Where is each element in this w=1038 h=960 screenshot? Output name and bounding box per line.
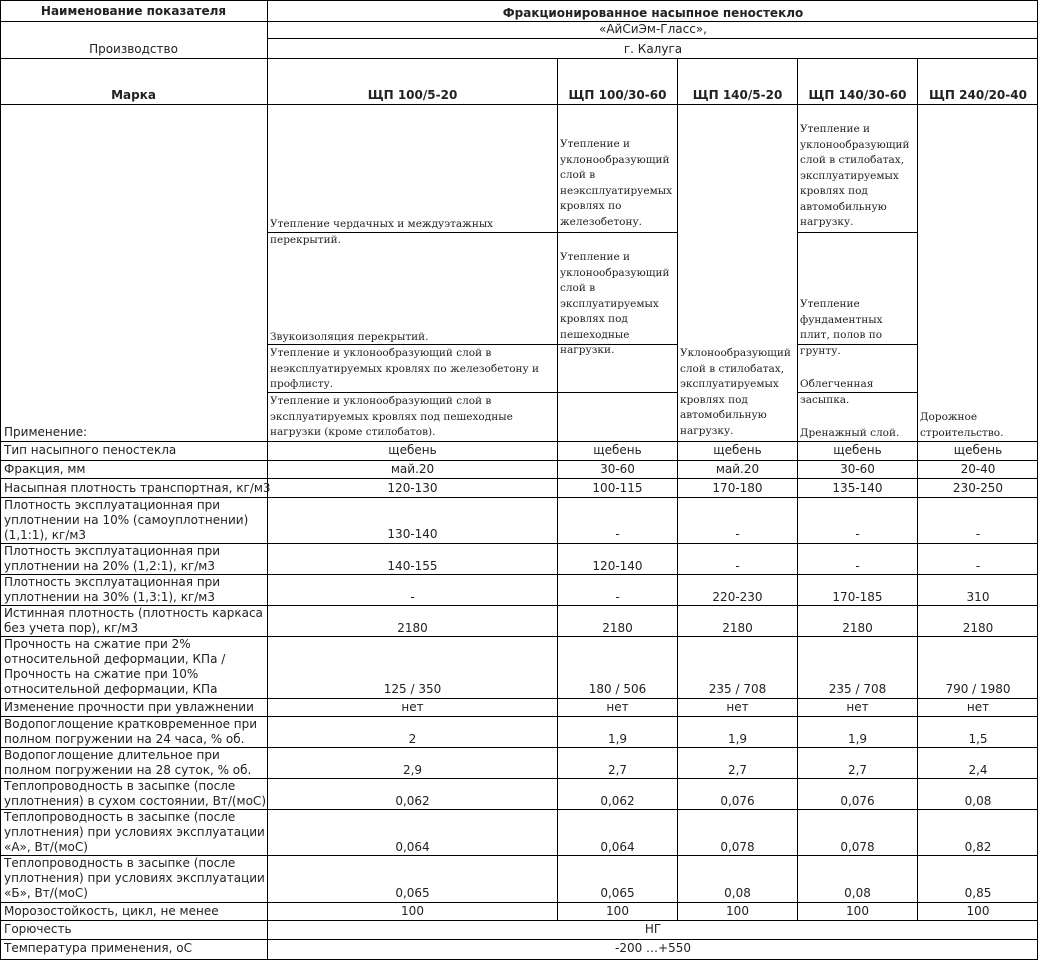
grid-line: [267, 0, 268, 960]
product-title: Фракционированное насыпное пеностекло: [502, 6, 804, 20]
row-value: 100: [966, 904, 990, 918]
row-value: 20-40: [960, 462, 996, 476]
row-label: Плотность эксплуатационная при уплотнении на 30% (1,3:1), кг/м3: [4, 575, 221, 604]
row-value: 230-250: [952, 481, 1004, 495]
grid-line: [268, 38, 1038, 39]
row-value: 2180: [962, 621, 994, 635]
row-value: 310: [966, 590, 990, 604]
grid-line: [0, 698, 1038, 699]
row-value: 100-115: [592, 481, 643, 495]
grid-line: [0, 58, 1038, 59]
grid-line: [0, 460, 1038, 461]
row-value: 100: [846, 904, 869, 918]
row-label: Водопоглощение кратковременное при полном погружении на 24 часа, % об.: [4, 717, 258, 746]
row-value: 0,065: [600, 886, 635, 900]
row-value: 0,85: [964, 886, 992, 900]
row-label: Теплопроводность в засыпке (после уплотнения) при условиях эксплуатации «Б», Вт/(моС): [4, 856, 265, 900]
row-value: -: [410, 590, 415, 604]
row-value: 140-155: [387, 559, 438, 573]
row-value: -: [975, 527, 981, 541]
row-value: -: [615, 527, 620, 541]
temperature-value: -200 …+550: [614, 941, 691, 955]
application-text: Утепление фундаментных плит, полов по грунту.: [800, 298, 883, 357]
combustibility-label: Горючесть: [4, 922, 72, 936]
row-value: 135-140: [832, 481, 883, 495]
temperature-label: Температура применения, оС: [4, 941, 192, 955]
row-value: 2180: [602, 621, 633, 635]
row-label: Фракция, мм: [4, 462, 86, 476]
row-value: 0,065: [395, 886, 430, 900]
row-value: щебень: [388, 443, 437, 457]
row-value: 220-230: [712, 590, 763, 604]
grid-line: [0, 939, 1038, 940]
application-text: Утепление и уклонообразующий слой в неэксплуатируемых кровлях по железобетону.: [560, 138, 673, 228]
row-label: Изменение прочности при увлажнении: [4, 700, 254, 714]
application-text: Утепление и уклонообразующий слой в эксплуатируемых кровлях под пешеходные нагрузки (кроме стилобатов).: [270, 395, 513, 438]
production-label: Производство: [89, 42, 178, 56]
application-text: Звукоизоляция перекрытий.: [270, 331, 429, 343]
row-value: 180 / 506: [588, 682, 647, 696]
row-value: 1,9: [607, 732, 628, 746]
row-label: Истинная плотность (плотность каркаса без учета пор), кг/м3: [4, 606, 263, 635]
row-value: май.20: [715, 462, 760, 476]
row-value: 100: [606, 904, 629, 918]
row-value: щебень: [713, 443, 762, 457]
row-value: 120-130: [387, 481, 438, 495]
row-label: Прочность на сжатие при 2% относительной деформации, КПа /Прочность на сжатие при 10% относительной деформации, КПа: [4, 637, 226, 696]
row-value: -: [735, 559, 740, 573]
row-value: 0,08: [724, 886, 751, 900]
application-label: Применение:: [4, 425, 88, 439]
row-value: щебень: [593, 443, 642, 457]
application-text: Утепление чердачных и междуэтажных перекрытий.: [270, 218, 494, 246]
row-label: Насыпная плотность транспортная, кг/м3: [4, 481, 271, 495]
row-label: Водопоглощение длительное при полном погружении на 28 суток, % об.: [4, 748, 252, 777]
manufacturer: «АйСиЭм-Гласс»,: [599, 22, 707, 36]
application-text: Дорожное строительство.: [920, 411, 1004, 439]
row-value: 0,078: [720, 840, 755, 854]
row-value: -: [855, 559, 860, 573]
row-label: Теплопроводность в засыпке (после уплотнения) в сухом состоянии, Вт/(моС): [4, 779, 266, 808]
row-label: Плотность эксплуатационная при уплотнении на 20% (1,2:1), кг/м3: [4, 544, 221, 573]
row-value: нет: [606, 700, 629, 714]
brand-header-5: ЩП 240/20-40: [929, 88, 1027, 102]
row-value: 0,82: [964, 840, 992, 854]
row-value: 30-60: [840, 462, 875, 476]
row-value: 0,08: [964, 794, 992, 808]
row-value: 1,9: [727, 732, 748, 746]
row-value: 0,076: [840, 794, 875, 808]
row-value: 0,078: [840, 840, 875, 854]
row-value: нет: [966, 700, 990, 714]
row-value: 2: [408, 732, 417, 746]
indicator-header: Наименование показателя: [40, 4, 227, 18]
row-value: 2,4: [968, 763, 988, 777]
row-value: -: [615, 590, 620, 604]
application-text: Утепление и уклонообразующий слой в стилобатах, эксплуатируемых кровлях под автомобильную нагрузку.: [800, 123, 910, 228]
grid-line: [0, 902, 1038, 903]
row-value: -: [735, 527, 740, 541]
row-value: 2180: [722, 621, 753, 635]
row-value: 2,9: [402, 763, 423, 777]
application-text: Дренажный слой.: [800, 427, 900, 439]
grid-line: [798, 232, 918, 233]
row-value: 235 / 708: [828, 682, 887, 696]
row-value: нет: [726, 700, 749, 714]
row-value: 100: [726, 904, 749, 918]
row-value: май.20: [390, 462, 435, 476]
row-value: 0,076: [720, 794, 755, 808]
combustibility-value: НГ: [644, 922, 662, 936]
row-value: нет: [401, 700, 424, 714]
brand-header-4: ЩП 140/30-60: [808, 88, 907, 102]
brand-label: Марка: [111, 88, 156, 102]
row-value: 1,5: [968, 732, 988, 746]
row-value: нет: [846, 700, 869, 714]
grid-line: [0, 478, 1038, 479]
row-value: 2,7: [607, 763, 628, 777]
row-value: 2,7: [847, 763, 868, 777]
application-text: Утепление и уклонообразующий слой в неэксплуатируемых кровлях по железобетону и профлисту.: [270, 347, 540, 390]
row-value: 30-60: [600, 462, 635, 476]
row-value: 2,7: [727, 763, 748, 777]
row-value: 170-185: [832, 590, 883, 604]
grid-line: [0, 104, 1038, 105]
row-value: -: [855, 527, 860, 541]
row-value: 0,08: [844, 886, 871, 900]
row-value: 790 / 1980: [945, 682, 1011, 696]
brand-header-2: ЩП 100/30-60: [568, 88, 667, 102]
row-value: 2180: [397, 621, 428, 635]
row-label: Тип насыпного пеностекла: [4, 443, 177, 457]
application-text: Утепление и уклонообразующий слой в эксплуатируемых кровлях под пешеходные нагрузки.: [560, 251, 670, 356]
row-value: 100: [401, 904, 424, 918]
row-value: щебень: [833, 443, 882, 457]
production-city: г. Калуга: [623, 42, 683, 56]
row-label: Морозостойкость, цикл, не менее: [4, 904, 219, 918]
row-value: 130-140: [387, 527, 438, 541]
brand-header-3: ЩП 140/5-20: [692, 88, 783, 102]
row-value: -: [975, 559, 981, 573]
row-label: Теплопроводность в засыпке (после уплотнения) при условиях эксплуатации «А», Вт/(моС): [4, 810, 265, 854]
row-value: 0,064: [395, 840, 430, 854]
brand-header-1: ЩП 100/5-20: [367, 88, 458, 102]
row-value: 0,064: [600, 840, 635, 854]
row-value: 0,062: [395, 794, 430, 808]
row-value: 2180: [842, 621, 873, 635]
row-value: 170-180: [712, 481, 763, 495]
grid-line: [0, 920, 1038, 921]
row-value: 1,9: [847, 732, 868, 746]
application-text: Уклонообразующий слой в стилобатах, эксплуатируемых кровлях под автомобильную нагрузку.: [680, 347, 791, 437]
row-label: Плотность эксплуатационная при уплотнении на 10% (самоуплотнении) (1,1:1), кг/м3: [4, 498, 249, 542]
row-value: 235 / 708: [708, 682, 767, 696]
application-text: Облегченная засыпка.: [800, 378, 874, 406]
row-value: 120-140: [592, 559, 643, 573]
row-value: 0,062: [600, 794, 635, 808]
row-value: щебень: [953, 443, 1003, 457]
row-value: 125 / 350: [383, 682, 442, 696]
